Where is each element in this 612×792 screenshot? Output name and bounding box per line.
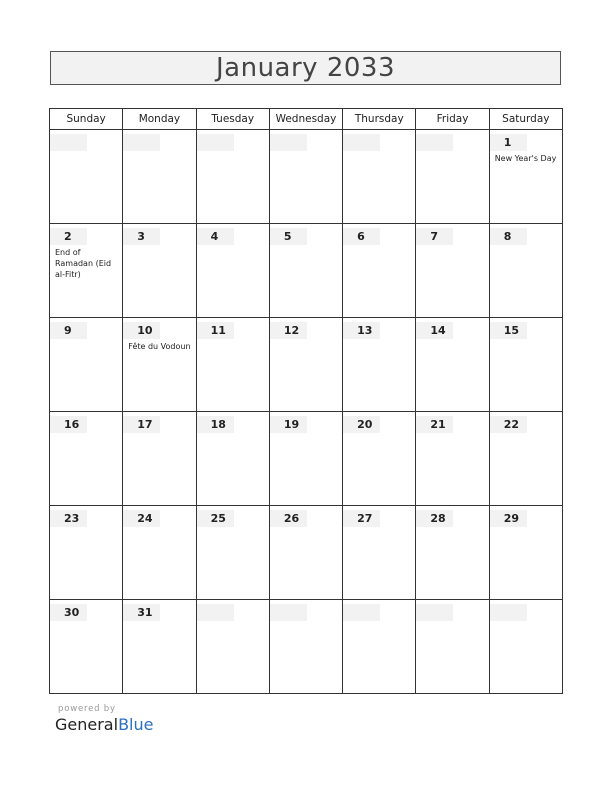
day-cell (416, 318, 489, 412)
day-cell (343, 506, 416, 600)
day-cell (196, 224, 269, 318)
day-number: 15 (490, 322, 527, 339)
day-cell (343, 224, 416, 318)
calendar-title-box (50, 51, 561, 85)
day-cell (489, 412, 562, 506)
day-cell (123, 600, 196, 694)
day-number: 4 (197, 228, 234, 245)
day-number: 19 (270, 416, 307, 433)
brand-general: General (55, 715, 119, 734)
day-cell (269, 318, 342, 412)
day-number: 1 (490, 134, 527, 151)
day-cell (196, 600, 269, 694)
day-cell (196, 318, 269, 412)
day-number: 2 (50, 228, 87, 245)
day-cell (196, 506, 269, 600)
day-number: 11 (197, 322, 234, 339)
day-number (123, 134, 160, 151)
week-row (50, 412, 563, 506)
day-number: 25 (197, 510, 234, 527)
day-cell (123, 318, 196, 412)
day-number: 21 (416, 416, 453, 433)
day-number (270, 604, 307, 621)
day-number: 28 (416, 510, 453, 527)
day-number: 27 (343, 510, 380, 527)
day-cell (50, 224, 123, 318)
weekday-monday: Monday (123, 109, 196, 130)
day-number: 20 (343, 416, 380, 433)
calendar-grid (49, 108, 563, 694)
day-number (490, 604, 527, 621)
day-cell (416, 224, 489, 318)
day-number: 10 (123, 322, 160, 339)
calendar-title: January 2033 (216, 53, 395, 83)
day-cell (50, 130, 123, 224)
day-cell (123, 224, 196, 318)
day-number: 24 (123, 510, 160, 527)
day-number: 9 (50, 322, 87, 339)
day-cell (416, 506, 489, 600)
day-cell (50, 412, 123, 506)
holiday-label: End of Ramadan (Eid al-Fitr) (55, 248, 112, 279)
day-cell (489, 600, 562, 694)
day-number (416, 134, 453, 151)
day-cell (269, 506, 342, 600)
day-number: 13 (343, 322, 380, 339)
day-cell (489, 224, 562, 318)
day-number (197, 134, 234, 151)
day-number: 7 (416, 228, 453, 245)
day-number: 26 (270, 510, 307, 527)
day-cell (269, 412, 342, 506)
day-number: 12 (270, 322, 307, 339)
day-cell (50, 318, 123, 412)
day-cell (269, 224, 342, 318)
day-number: 14 (416, 322, 453, 339)
day-number: 31 (123, 604, 160, 621)
day-cell (50, 506, 123, 600)
day-cell (416, 412, 489, 506)
day-cell (489, 130, 562, 224)
weekday-sunday: Sunday (50, 109, 123, 130)
day-number: 5 (270, 228, 307, 245)
day-number: 18 (197, 416, 234, 433)
holiday-label: New Year's Day (494, 154, 557, 163)
day-number: 16 (50, 416, 87, 433)
day-cell (416, 600, 489, 694)
day-number: 3 (123, 228, 160, 245)
day-cell (489, 318, 562, 412)
weekday-thursday: Thursday (343, 109, 416, 130)
day-number (197, 604, 234, 621)
weekday-header-row (50, 109, 563, 130)
day-cell (50, 600, 123, 694)
day-cell (343, 130, 416, 224)
week-row (50, 130, 563, 224)
day-number: 30 (50, 604, 87, 621)
brand-blue: Blue (118, 715, 154, 734)
day-number (50, 134, 87, 151)
weekday-friday: Friday (416, 109, 489, 130)
weekday-tuesday: Tuesday (196, 109, 269, 130)
weekday-wednesday: Wednesday (269, 109, 342, 130)
day-number (343, 134, 380, 151)
week-row (50, 224, 563, 318)
week-row (50, 506, 563, 600)
day-number: 29 (490, 510, 527, 527)
day-number (416, 604, 453, 621)
day-cell (123, 506, 196, 600)
powered-by-text: powered by (58, 704, 116, 714)
day-cell (196, 130, 269, 224)
day-cell (123, 412, 196, 506)
day-cell (196, 412, 269, 506)
week-row (50, 600, 563, 694)
day-number: 22 (490, 416, 527, 433)
day-cell (416, 130, 489, 224)
day-cell (123, 130, 196, 224)
day-number (270, 134, 307, 151)
day-number: 6 (343, 228, 380, 245)
week-row (50, 318, 563, 412)
day-cell (269, 130, 342, 224)
generalblue-logo (55, 715, 153, 734)
day-cell (343, 412, 416, 506)
day-cell (343, 318, 416, 412)
day-number: 17 (123, 416, 160, 433)
day-number: 23 (50, 510, 87, 527)
day-number: 8 (490, 228, 527, 245)
day-cell (489, 506, 562, 600)
weekday-saturday: Saturday (489, 109, 562, 130)
holiday-label: Fête du Vodoun (128, 342, 191, 351)
day-cell (269, 600, 342, 694)
day-number (343, 604, 380, 621)
day-cell (343, 600, 416, 694)
